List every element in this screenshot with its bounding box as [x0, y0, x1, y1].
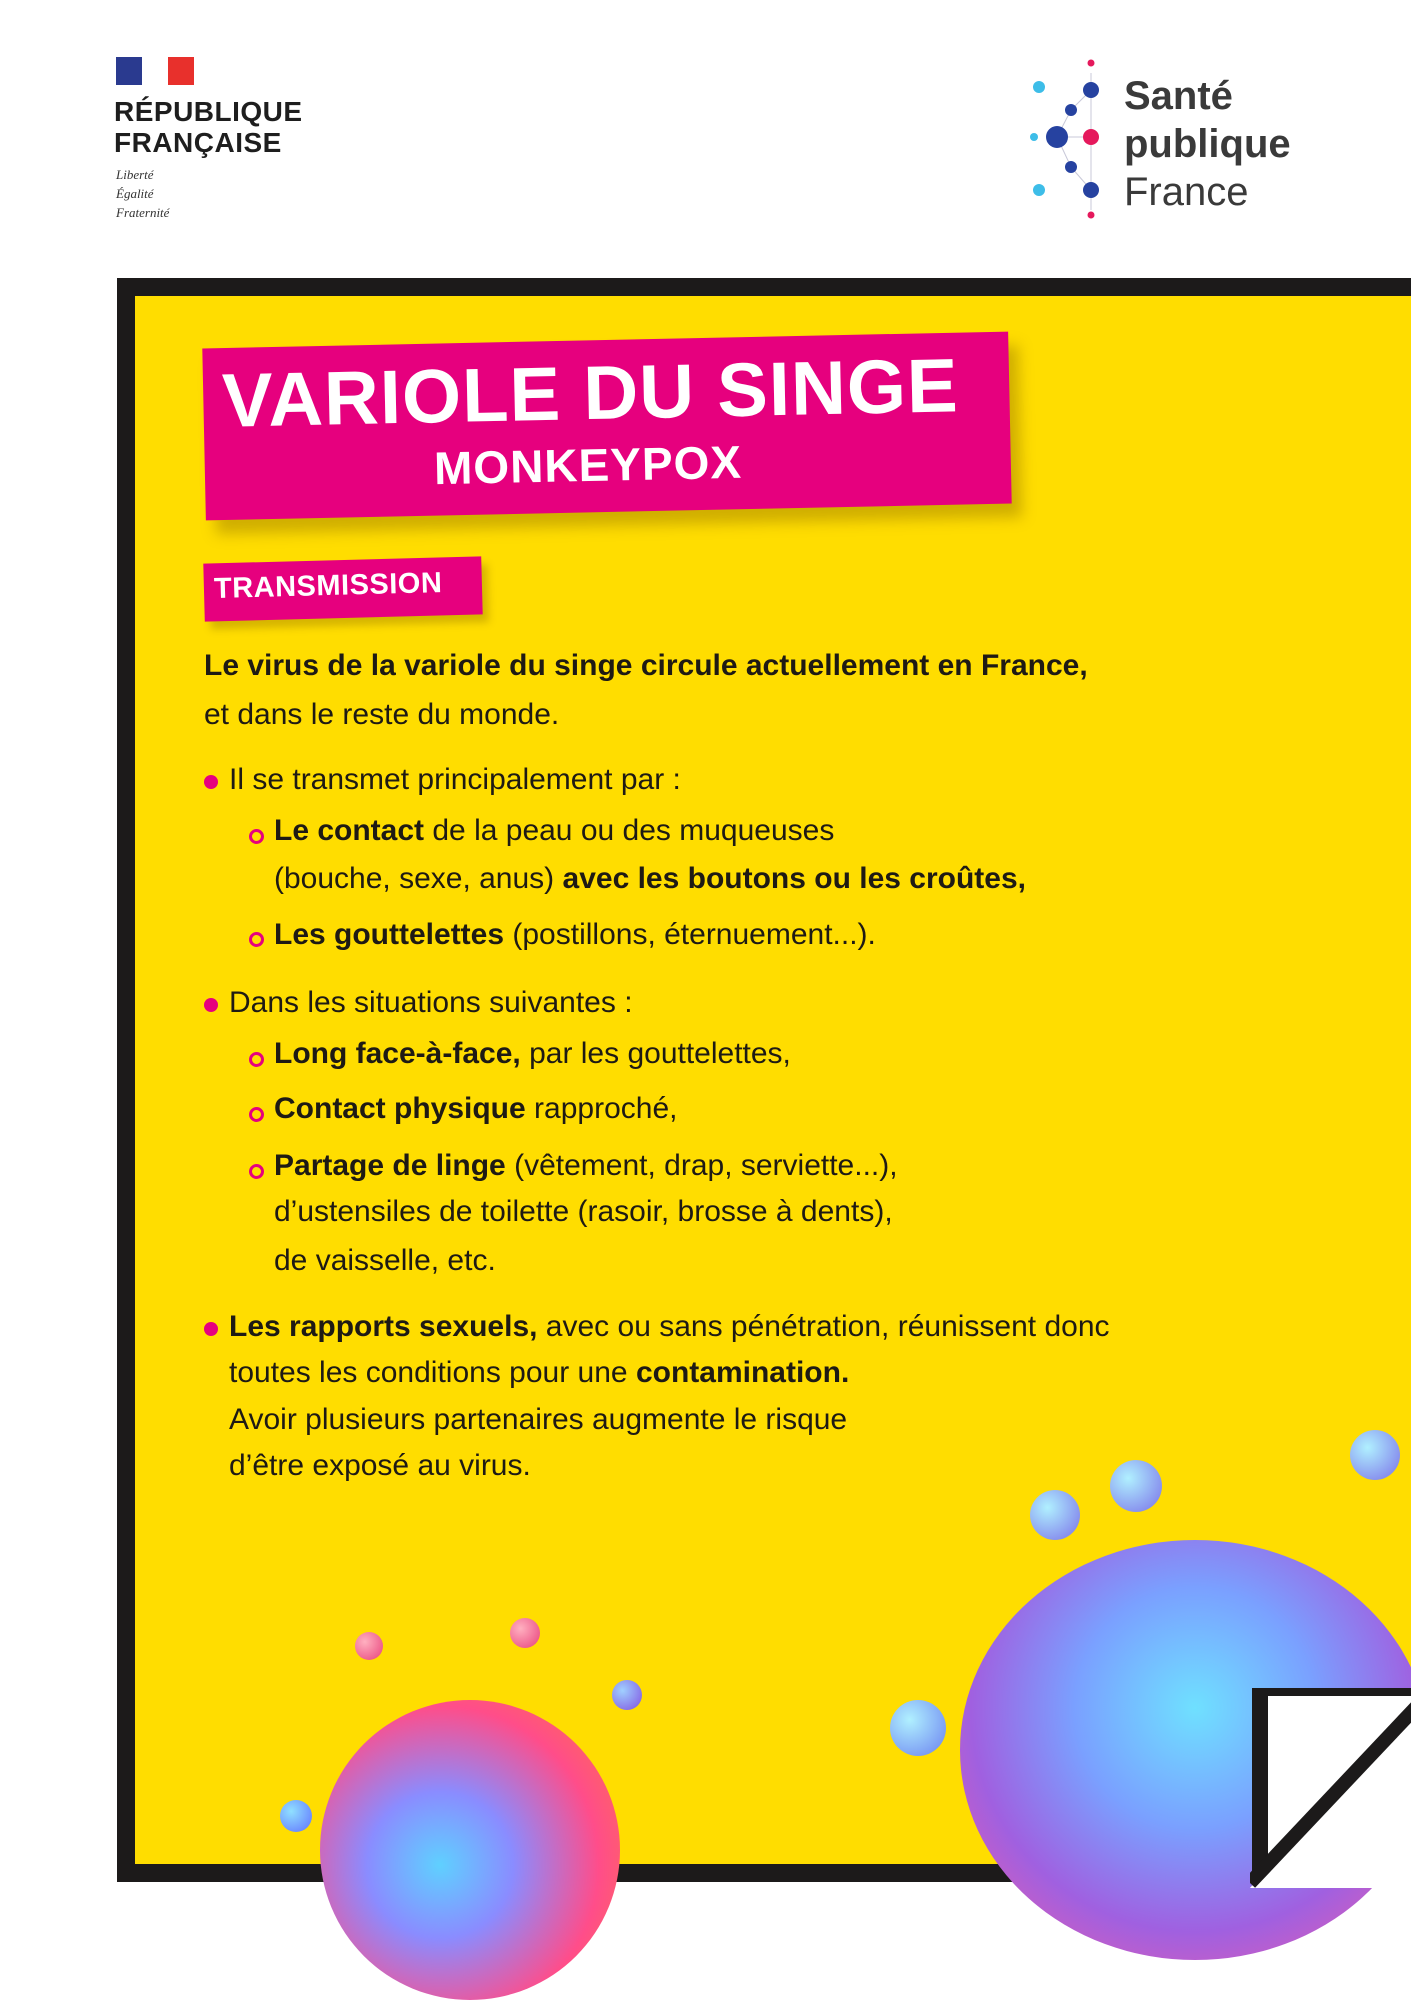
bullet-icon [204, 1322, 218, 1336]
virus-illustration-left [320, 1700, 620, 2000]
bullet3-line3: Avoir plusieurs partenaires augmente le risque [229, 1403, 848, 1436]
bold-text: Partage de linge [274, 1149, 506, 1182]
bullet1-sub1-line2 [274, 861, 1026, 897]
virus-spike [355, 1632, 383, 1660]
bullet3-line1 [229, 1309, 1110, 1345]
bold-text: avec les boutons ou les croûtes, [562, 862, 1026, 895]
bullet2-sub3-line2: d’ustensiles de toilette (rasoir, brosse à dents), [274, 1195, 893, 1228]
virus-spike [280, 1800, 312, 1832]
rf-line1: RÉPUBLIQUE [114, 96, 303, 127]
bullet1-text: Il se transmet principalement par : [229, 763, 681, 796]
page-title: VARIOLE DU SINGE [221, 343, 960, 444]
sante-publique-logo-text [1124, 72, 1291, 216]
sub-bullet-icon [249, 1107, 264, 1122]
virus-spike [1350, 1430, 1400, 1480]
bullet2-sub3-line1 [274, 1148, 898, 1184]
virus-spike [890, 1700, 946, 1756]
virus-spike [510, 1618, 540, 1648]
text: avec ou sans pénétration, réunissent donc [537, 1310, 1110, 1343]
intro-line2: et dans le reste du monde. [204, 698, 560, 731]
bold-text: Contact physique [274, 1092, 526, 1125]
bullet2-sub3-line3: de vaisselle, etc. [274, 1244, 496, 1277]
bullet2-text: Dans les situations suivantes : [229, 986, 633, 1019]
text: de la peau ou des muqueuses [424, 814, 835, 847]
spf-line1: Santé [1124, 74, 1233, 118]
bold-text: Les gouttelettes [274, 918, 505, 951]
virus-spike [612, 1680, 642, 1710]
virus-spike [1030, 1490, 1080, 1540]
motto-fraternite: Fraternité [116, 205, 170, 220]
republique-francaise-logo-text [114, 96, 303, 158]
text: (postillons, éternuement...). [504, 918, 876, 951]
bullet-icon [204, 998, 218, 1012]
sub-bullet-icon [249, 1052, 264, 1067]
motto-liberte: Liberté [116, 167, 154, 182]
french-flag-logo [116, 57, 194, 85]
rf-motto [116, 165, 169, 222]
page-curl-icon [1250, 1688, 1411, 1888]
sub-bullet-icon [249, 1164, 264, 1179]
motto-egalite: Égalité [116, 186, 154, 201]
bullet1-sub1-line1 [274, 813, 834, 849]
bullet1-sub2 [274, 917, 876, 953]
section-title: TRANSMISSION [213, 567, 443, 605]
bullet-icon [204, 775, 218, 789]
spf-line3: France [1124, 170, 1249, 214]
text: par les gouttelettes, [520, 1037, 791, 1070]
bullet3-line2 [229, 1355, 849, 1391]
bold-text: contamination. [635, 1356, 850, 1389]
bullet2-sub2 [274, 1091, 677, 1127]
text: (vêtement, drap, serviette...), [505, 1149, 898, 1182]
bold-text: Le contact [274, 814, 425, 847]
text: (bouche, sexe, anus) [274, 862, 563, 895]
bullet2-sub1 [274, 1036, 791, 1072]
spf-line2: publique [1124, 122, 1291, 166]
intro-bold: Le virus de la variole du singe circule actuellement en France, [204, 649, 1088, 682]
rf-line2: FRANÇAISE [114, 127, 282, 158]
sub-bullet-icon [249, 932, 264, 947]
page-subtitle: MONKEYPOX [433, 435, 743, 495]
text: rapproché, [525, 1092, 678, 1125]
bold-text: Les rapports sexuels, [229, 1310, 538, 1343]
bold-text: Long face-à-face, [274, 1037, 521, 1070]
bullet3-line4: d’être exposé au virus. [229, 1449, 531, 1482]
text: toutes les conditions pour une [229, 1356, 636, 1389]
sub-bullet-icon [249, 829, 264, 844]
sante-publique-dots-icon [1005, 55, 1105, 225]
intro-line1 [204, 648, 1088, 684]
virus-spike [1110, 1460, 1162, 1512]
